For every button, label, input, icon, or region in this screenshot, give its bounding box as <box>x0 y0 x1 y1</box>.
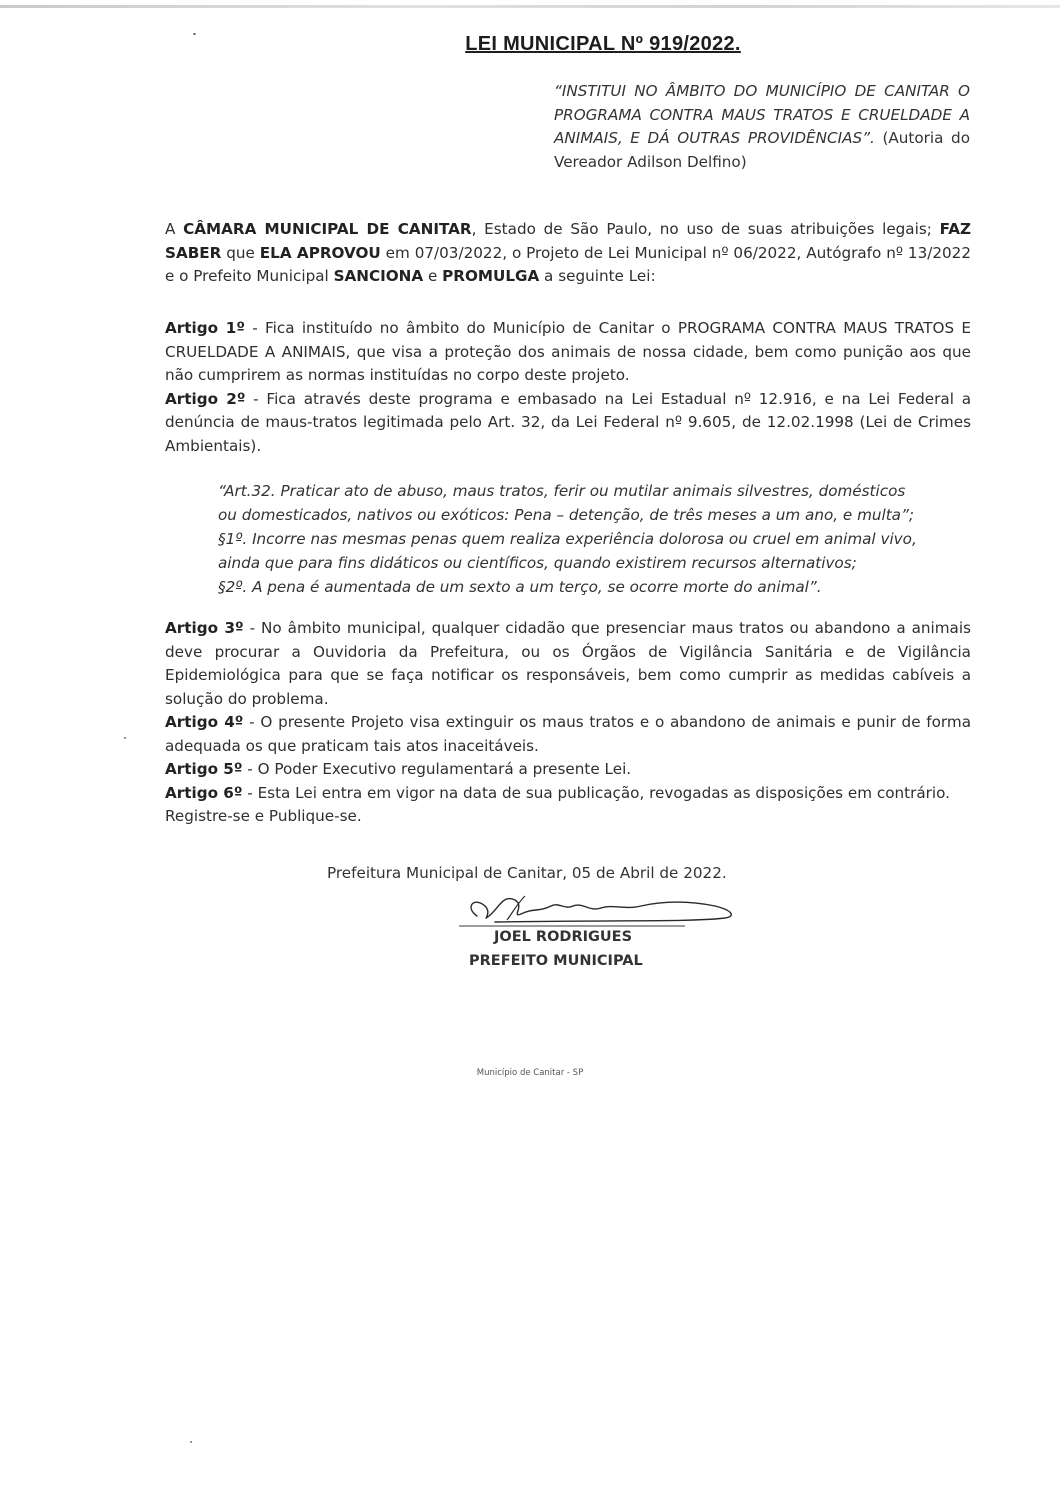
quote-line: ou domesticados, nativos ou exóticos: Pena – detenção, de três meses a um ano, e multa”; <box>218 506 914 524</box>
page-footer: Município de Canitar - SP <box>476 1068 584 1078</box>
preamble-bold: FAZ SABER <box>165 220 972 262</box>
article-2 <box>165 388 971 459</box>
article-text: - No âmbito municipal, qualquer cidadão que presenciar maus tratos ou abandono a animais deve procurar a Ouvidoria da Prefeitura, ou os Órgãos de Vigilância Sanitária e de Vigilância Epidemiológica para que se faça notificar os responsáveis, bem como cumprir as medidas cabíveis a solução do problema. <box>165 619 971 708</box>
quote-line: ainda que para fins didáticos ou científicos, quando existirem recursos alternativos; <box>218 554 857 572</box>
article-label: Artigo 1º <box>165 319 245 337</box>
signer-role: PREFEITO MUNICIPAL <box>469 953 643 969</box>
article-3 <box>165 617 971 711</box>
scan-speck <box>124 737 126 739</box>
preamble-text: em 07/03/2022, o Projeto de Lei Municipal nº 06/2022, Autógrafo nº 13/2022 e o Prefeito Municipal <box>165 243 972 285</box>
article-text: - O Poder Executivo regulamentará a presente Lei. <box>242 760 632 778</box>
quote-line: “Art.32. Praticar ato de abuso, maus tratos, ferir ou mutilar animais silvestres, domésticos <box>218 482 906 500</box>
quoted-article-32 <box>218 479 974 599</box>
preamble-text: , Estado de São Paulo, no uso de suas atribuições legais; <box>471 220 940 238</box>
preamble-text: que <box>221 243 260 262</box>
ementa-author: (Autoria do Vereador Adilson Delfino) <box>554 129 970 171</box>
article-4 <box>165 711 971 758</box>
articles-3-6 <box>165 617 971 829</box>
articles-1-2 <box>165 317 971 458</box>
article-label: Artigo 5º <box>165 760 243 778</box>
preamble-bold: PROMULGA <box>442 267 540 285</box>
quote-line: §2º. A pena é aumentada de um sexto a um terço, se ocorre morte do animal”. <box>218 578 822 596</box>
article-text: - Fica através deste programa e embasado na Lei Estadual nº 12.916, e na Lei Federal a denúncia de maus-tratos legitimada pelo Art. 32, da Lei Federal nº 9.605, de 12.02.1998 (Lei de Crimes Ambientais). <box>165 389 971 455</box>
article-5 <box>165 758 971 782</box>
quote-line: §1º. Incorre nas mesmas penas quem realiza experiência dolorosa ou cruel em animal vivo, <box>218 530 917 548</box>
closing-line: Registre-se e Publique-se. <box>165 807 362 825</box>
preamble-text: e <box>423 267 443 285</box>
preamble-bold: ELA APROVOU <box>259 243 381 262</box>
scan-edge-line <box>0 5 1060 8</box>
law-title <box>0 33 1060 56</box>
preamble-bold: CÂMARA MUNICIPAL DE CANITAR <box>183 220 472 238</box>
article-1 <box>165 317 971 388</box>
article-text: - Fica instituído no âmbito do Município de Canitar o PROGRAMA CONTRA MAUS TRATOS E CRUELDADE A ANIMAIS, que visa a proteção dos animais de nossa cidade, bem como punição aos que não cumprirem as normas instituídas no corpo deste projeto. <box>165 319 971 384</box>
law-title-text: LEI MUNICIPAL Nº 919/2022. <box>465 33 741 55</box>
article-label: Artigo 3º <box>165 619 244 637</box>
preamble <box>165 218 971 289</box>
article-label: Artigo 6º <box>165 783 243 802</box>
preamble-text: a seguinte Lei: <box>539 267 656 285</box>
preamble-bold: SANCIONA <box>333 267 424 285</box>
article-label: Artigo 2º <box>165 389 246 408</box>
handwritten-signature <box>455 886 745 930</box>
article-6 <box>165 782 971 806</box>
law-ementa <box>554 80 970 174</box>
scan-speck <box>190 1441 192 1443</box>
article-text: - Esta Lei entra em vigor na data de sua publicação, revogadas as disposições em contrário. <box>242 783 950 802</box>
article-label: Artigo 4º <box>165 713 244 731</box>
ementa-text: “INSTITUI NO ÂMBITO DO MUNICÍPIO DE CANITAR O PROGRAMA CONTRA MAUS TRATOS E CRUELDADE A ANIMAIS, E DÁ OUTRAS PROVIDÊNCIAS”. <box>554 82 970 147</box>
place-date: Prefeitura Municipal de Canitar, 05 de Abril de 2022. <box>327 864 727 882</box>
article-text: - O presente Projeto visa extinguir os maus tratos e o abandono de animais e punir de forma adequada os que praticam tais atos inaceitáveis. <box>165 713 972 755</box>
preamble-paragraph <box>165 218 971 289</box>
signer-name: JOEL RODRIGUES <box>494 929 633 945</box>
preamble-text: A <box>165 220 184 238</box>
